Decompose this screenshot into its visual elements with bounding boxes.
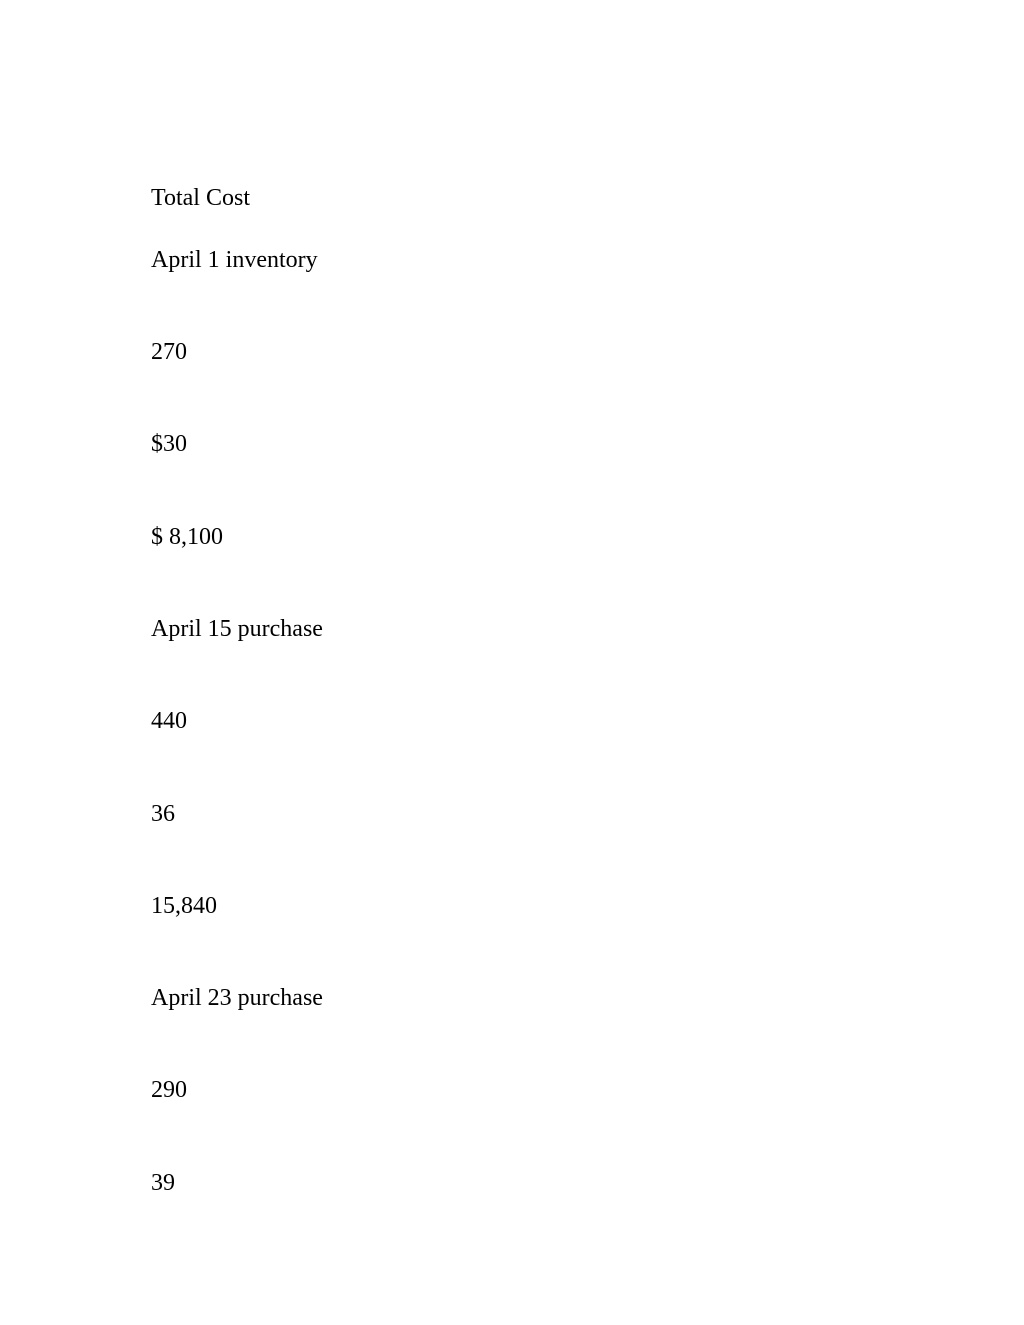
unit-cost-value: $30 [151,431,187,457]
row-label-april-23-purchase: April 23 purchase [151,985,323,1011]
row-label-april-15-purchase: April 15 purchase [151,616,323,642]
unit-cost-value: 36 [151,801,175,827]
row-label-april-1-inventory: April 1 inventory [151,247,318,273]
units-value: 270 [151,339,187,365]
units-value: 440 [151,708,187,734]
unit-cost-value: 39 [151,1170,175,1196]
units-value: 290 [151,1077,187,1103]
total-cost-value: $ 8,100 [151,524,223,550]
total-cost-value: 15,840 [151,893,217,919]
column-header-total-cost: Total Cost [151,185,250,211]
